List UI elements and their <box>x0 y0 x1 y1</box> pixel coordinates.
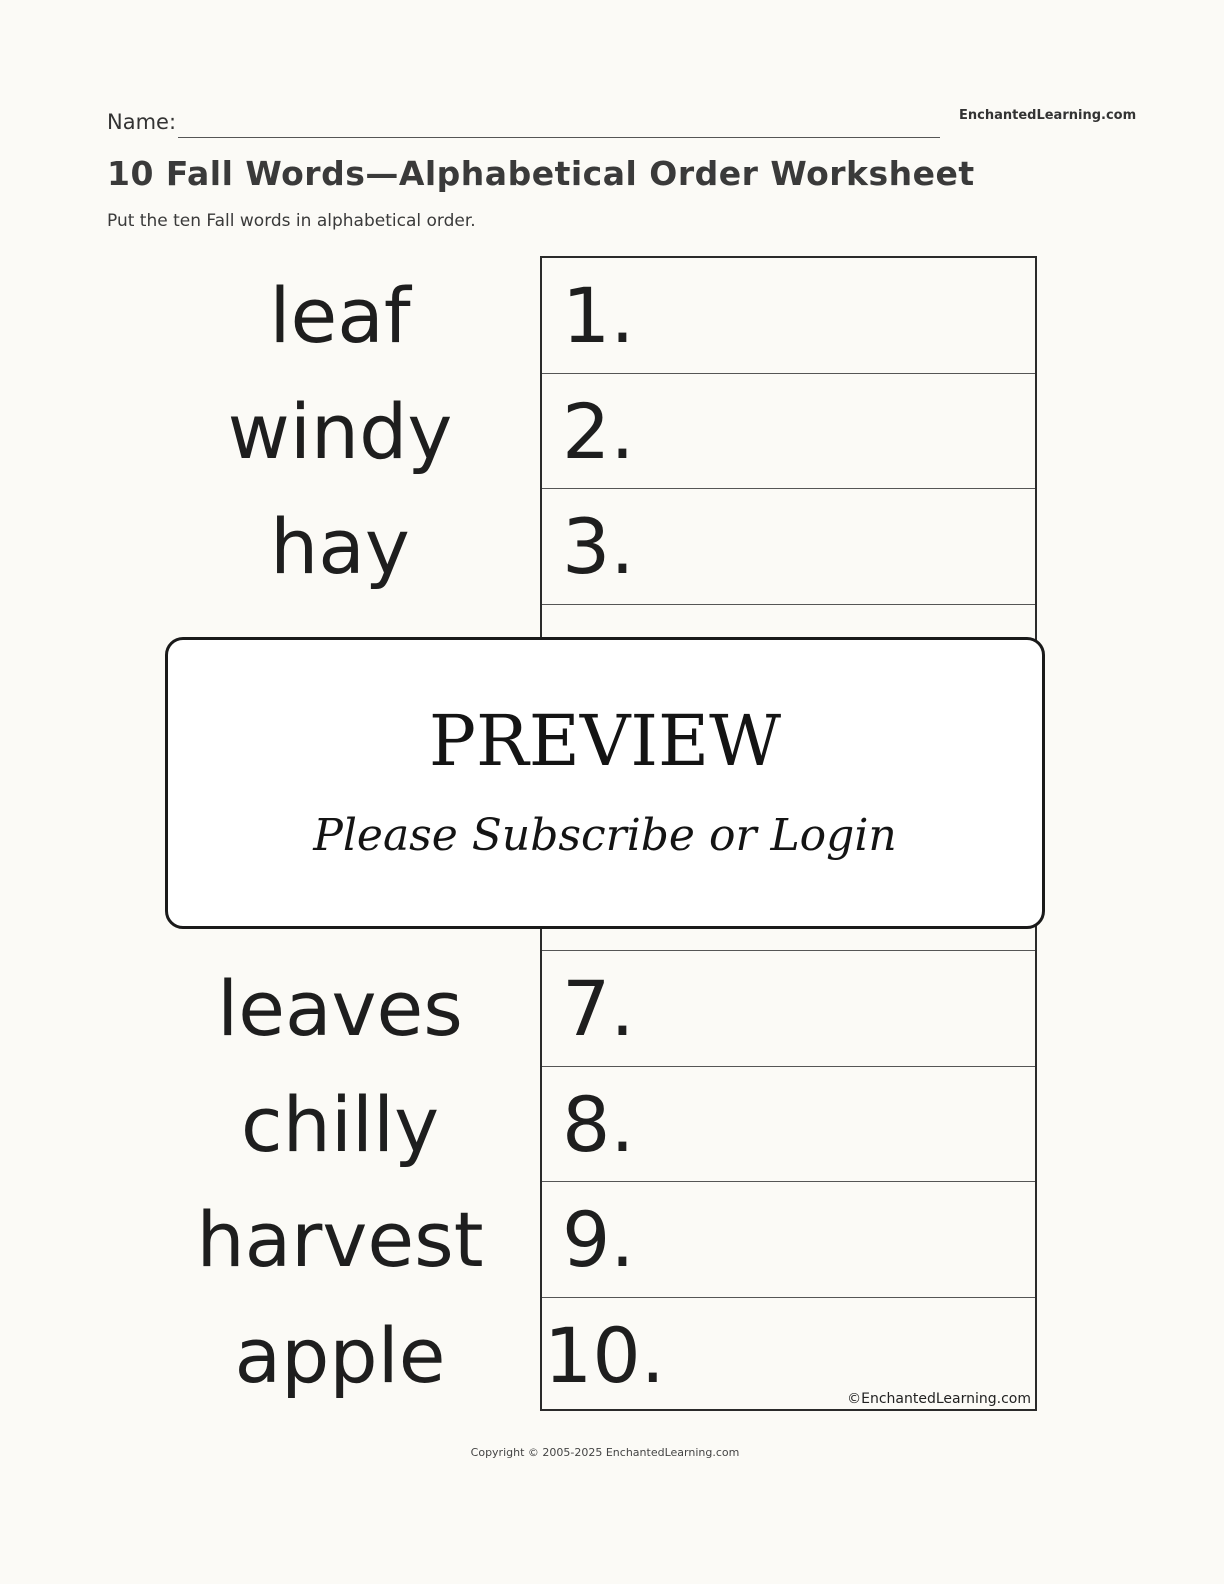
page-title: 10 Fall Words—Alphabetical Order Worksheet <box>107 154 975 193</box>
word-item: windy <box>227 386 453 476</box>
word-item: hay <box>270 502 410 591</box>
name-label: Name: <box>107 110 177 134</box>
word-item: harvest <box>196 1195 484 1284</box>
answer-row: 10. <box>544 1310 665 1400</box>
word-item: chilly <box>240 1079 440 1169</box>
copyright-footer: Copyright © 2005-2025 EnchantedLearning.com <box>470 1446 740 1459</box>
answer-row: 1. <box>542 258 1035 374</box>
answer-row: 3. <box>542 489 1035 605</box>
answer-row: 7. <box>542 951 1035 1067</box>
brand-label: EnchantedLearning.com <box>959 108 1137 123</box>
preview-title: PREVIEW <box>428 700 782 782</box>
box-credit: ©EnchantedLearning.com <box>847 1391 1031 1407</box>
answer-row: 2. <box>542 374 1035 490</box>
answer-row: 8. <box>542 1067 1035 1183</box>
word-item: leaf <box>269 271 411 360</box>
subscribe-login-prompt[interactable]: Please Subscribe or Login <box>313 810 897 861</box>
answer-row: 9. <box>542 1182 1035 1298</box>
word-item: apple <box>234 1310 446 1400</box>
instructions: Put the ten Fall words in alphabetical order. <box>107 211 476 231</box>
preview-overlay[interactable] <box>165 637 1045 929</box>
name-line <box>178 137 940 138</box>
word-item: leaves <box>217 964 463 1053</box>
